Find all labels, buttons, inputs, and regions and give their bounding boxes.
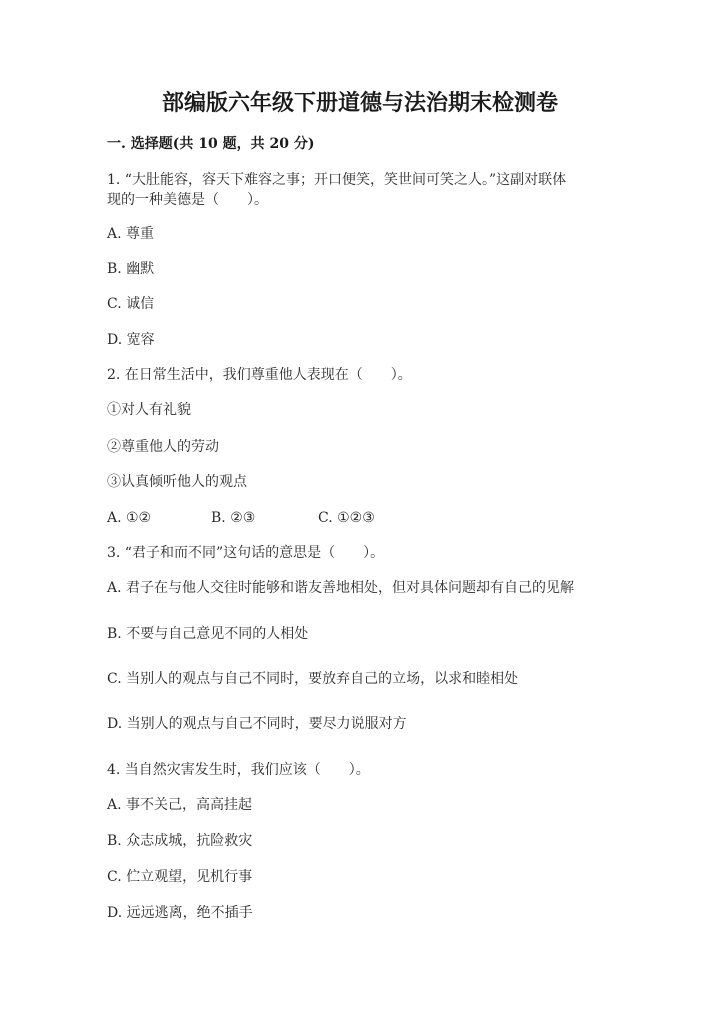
question-3-option-c: C. 当别人的观点与自己不同时，要放弃自己的立场，以求和睦相处 bbox=[107, 671, 519, 687]
question-4-option-b: B. 众志成城，抗险救灾 bbox=[107, 833, 253, 849]
question-1-stem-line-2: 现的一种美德是（ ）。 bbox=[107, 192, 268, 208]
question-4-option-a: A. 事不关己，高高挂起 bbox=[107, 797, 253, 813]
page-title: 部编版六年级下册道德与法治期末检测卷 bbox=[161, 90, 558, 116]
question-2-option-b: B. ②③ bbox=[211, 510, 256, 526]
question-3-option-a: A. 君子在与他人交往时能够和谐友善地相处，但对具体问题却有自己的见解 bbox=[107, 580, 575, 596]
question-1-option-c: C. 诚信 bbox=[107, 296, 155, 312]
question-2-option-c: C. ①②③ bbox=[318, 510, 375, 526]
question-2-option-a: A. ①② bbox=[107, 510, 152, 526]
question-2-statement-2: ②尊重他人的劳动 bbox=[107, 439, 219, 455]
question-4-option-c: C. 伫立观望，见机行事 bbox=[107, 869, 253, 885]
section-heading: 一. 选择题(共 10 题，共 20 分) bbox=[107, 136, 315, 152]
question-2-stem: 2. 在日常生活中，我们尊重他人表现在（ ）。 bbox=[107, 367, 412, 383]
question-4-stem: 4. 当自然灾害发生时，我们应该（ ）。 bbox=[107, 762, 370, 778]
question-3-stem: 3. “君子和而不同”这句话的意思是（ ）。 bbox=[107, 545, 385, 561]
question-3-option-d: D. 当别人的观点与自己不同时，要尽力说服对方 bbox=[107, 716, 407, 732]
question-1-stem-line-1: 1. “大肚能容，容天下难容之事；开口便笑，笑世间可笑之人。”这副对联体 bbox=[107, 172, 567, 188]
question-4-option-d: D. 远远逃离，绝不插手 bbox=[107, 905, 253, 921]
question-3-option-b: B. 不要与自己意见不同的人相处 bbox=[107, 626, 309, 642]
question-1-option-b: B. 幽默 bbox=[107, 261, 155, 277]
question-1-option-a: A. 尊重 bbox=[107, 226, 155, 242]
question-2-statement-3: ③认真倾听他人的观点 bbox=[107, 474, 247, 490]
question-1-option-d: D. 宽容 bbox=[107, 332, 155, 348]
question-2-statement-1: ①对人有礼貌 bbox=[107, 402, 191, 418]
